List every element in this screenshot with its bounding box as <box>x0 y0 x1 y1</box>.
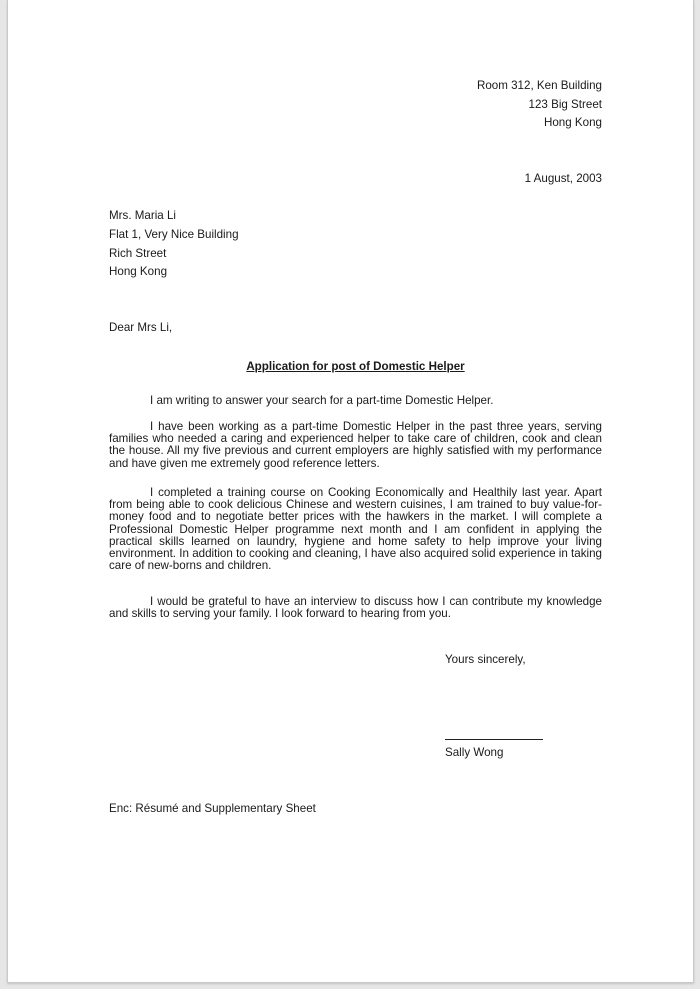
recipient-address-line-2: Flat 1, Very Nice Building <box>109 228 239 241</box>
enclosure-note: Enc: Résumé and Supplementary Sheet <box>109 802 316 815</box>
recipient-address-line-4: Hong Kong <box>109 265 168 278</box>
closing: Yours sincerely, <box>445 653 526 666</box>
letter-page <box>7 0 694 983</box>
sender-address-line-2: 123 Big Street <box>528 97 602 111</box>
sender-address-line-3: Hong Kong <box>543 116 602 129</box>
sender-address-line-1: Room 312, Ken Building <box>476 79 602 92</box>
signature-name: Sally Wong <box>445 746 504 759</box>
signature-line <box>445 739 543 740</box>
letter-date: 1 August, 2003 <box>524 172 602 185</box>
body-paragraph-3-text: I completed a training course on Cooking Economically and Healthily last year. Apart from being able to cook delicious Chinese and western cuisines, I am trained to buy value-for-money food and to negotiate better prices with the hawkers in the market. I will complete a Professional Domestic Helper programme next month and I am confident in applying the practical skills learned on laundry, hygiene and home safety to help improve your living environment. In addition to cooking and cleaning, I have also acquired solid experience in taking care of new-borns and children. <box>109 486 602 573</box>
body-paragraph-1 <box>109 395 602 407</box>
body-paragraph-2-text: I have been working as a part-time Domestic Helper in the past three years, serving families who needed a caring and experienced helper to take care of children, cook and clean the house. All my five previous and current employers are highly satisfied with my performance and have given me extremely good reference letters. <box>109 420 602 470</box>
recipient-address-line-1: Mrs. Maria Li <box>109 209 176 222</box>
body-paragraph-2 <box>109 421 602 470</box>
body-paragraph-3 <box>109 487 602 572</box>
recipient-address-line-3: Rich Street <box>109 246 167 260</box>
body-paragraph-4 <box>109 596 602 620</box>
body-paragraph-4-text: I would be grateful to have an interview to discuss how I can contribute my knowledge and skills to serving your family. I look forward to hearing from you. <box>109 595 602 621</box>
salutation: Dear Mrs Li, <box>109 321 173 334</box>
letter-subject: Application for post of Domestic Helper <box>246 360 465 373</box>
body-paragraph-1-text: I am writing to answer your search for a part-time Domestic Helper. <box>150 394 494 407</box>
